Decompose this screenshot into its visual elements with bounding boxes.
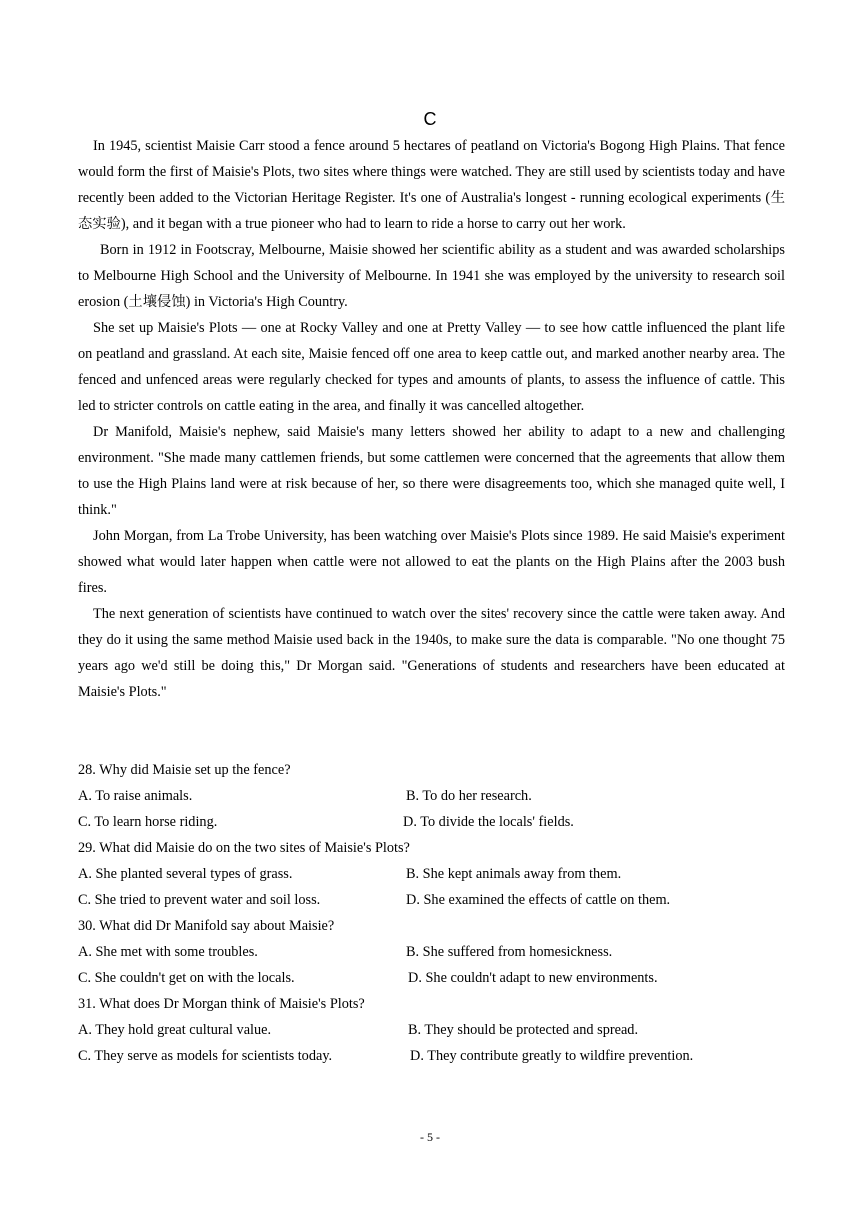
section-label: C	[423, 109, 437, 129]
option-b: B. To do her research.	[406, 788, 532, 804]
option-c: C. She couldn't get on with the locals.	[78, 970, 295, 986]
option-b: B. They should be protected and spread.	[408, 1022, 639, 1038]
question-stem: 30. What did Dr Manifold say about Maisie?	[78, 918, 335, 934]
question-30	[78, 913, 785, 991]
option-a: A. They hold great cultural value.	[78, 1022, 272, 1038]
option-d: D. They contribute greatly to wildfire prevention.	[410, 1048, 694, 1064]
option-b: B. She suffered from homesickness.	[406, 944, 613, 960]
question-stem: 31. What does Dr Morgan think of Maisie's Plots?	[78, 996, 365, 1012]
paragraph-3: She set up Maisie's Plots — one at Rocky Valley and one at Pretty Valley — to see how cattle influenced the plant life on peatland and grassland. At each site, Maisie fenced off one area to keep cattle out, and marked another nearby area. The fenced and unfenced areas were regularly checked for types and amounts of plants, to assess the influence of cattle. This led to stricter controls on cattle eating in the area, and finally it was cancelled altogether.	[78, 320, 785, 414]
reading-passage	[78, 133, 785, 705]
option-b: B. She kept animals away from them.	[406, 866, 622, 882]
option-row	[78, 1043, 785, 1069]
option-a: A. She planted several types of grass.	[78, 866, 293, 882]
option-a: A. She met with some troubles.	[78, 944, 258, 960]
option-row	[78, 861, 785, 887]
option-row	[78, 939, 785, 965]
paragraph-1: In 1945, scientist Maisie Carr stood a fence around 5 hectares of peatland on Victoria's Bogong High Plains. That fence would form the first of Maisie's Plots, two sites where things were watched. They are still used by scientists today and have recently been added to the Victorian Heritage Register. It's one of Australia's longest - running ecological experiments (生态实验), and it began with a true pioneer who had to learn to ride a horse to carry out her work.	[78, 138, 785, 232]
option-d: D. To divide the locals' fields.	[403, 814, 574, 830]
option-d: D. She examined the effects of cattle on them.	[406, 892, 671, 908]
paragraph-6: The next generation of scientists have continued to watch over the sites' recovery since the cattle were taken away. And they do it using the same method Maisie used back in the 1940s, to make sure the data is comparable. "No one thought 75 years ago we'd still be doing this," Dr Morgan said. "Generations of students and researchers have been educated at Maisie's Plots."	[78, 606, 785, 700]
paragraph-2: Born in 1912 in Footscray, Melbourne, Maisie showed her scientific ability as a student and was awarded scholarships to Melbourne High School and the University of Melbourne. In 1941 she was employed by the university to research soil erosion (土壤侵蚀) in Victoria's High Country.	[78, 242, 785, 310]
option-c: C. She tried to prevent water and soil loss.	[78, 892, 321, 908]
page-number: - 5 -	[420, 1130, 440, 1144]
option-row	[78, 887, 785, 913]
option-d: D. She couldn't adapt to new environments.	[408, 970, 658, 986]
question-stem: 28. Why did Maisie set up the fence?	[78, 762, 291, 778]
question-29	[78, 835, 785, 913]
option-c: C. They serve as models for scientists today.	[78, 1048, 333, 1064]
question-28	[78, 757, 785, 835]
option-c: C. To learn horse riding.	[78, 814, 218, 830]
option-row	[78, 1017, 785, 1043]
question-list	[78, 757, 785, 1069]
paragraph-4: Dr Manifold, Maisie's nephew, said Maisie's many letters showed her ability to adapt to a new and challenging environment. "She made many cattlemen friends, but some cattlemen were concerned that the agreements that allow them to use the High Plains land were at risk because of her, so there were disagreements too, which she managed quite well, I think."	[78, 424, 785, 518]
option-row	[78, 783, 785, 809]
question-stem: 29. What did Maisie do on the two sites of Maisie's Plots?	[78, 840, 410, 856]
option-a: A. To raise animals.	[78, 788, 193, 804]
option-row	[78, 809, 785, 835]
paragraph-5: John Morgan, from La Trobe University, has been watching over Maisie's Plots since 1989. He said Maisie's experiment showed what would later happen when cattle were not allowed to eat the plants on the High Plains after the 2003 bush fires.	[78, 528, 785, 596]
question-31	[78, 991, 785, 1069]
option-row	[78, 965, 785, 991]
